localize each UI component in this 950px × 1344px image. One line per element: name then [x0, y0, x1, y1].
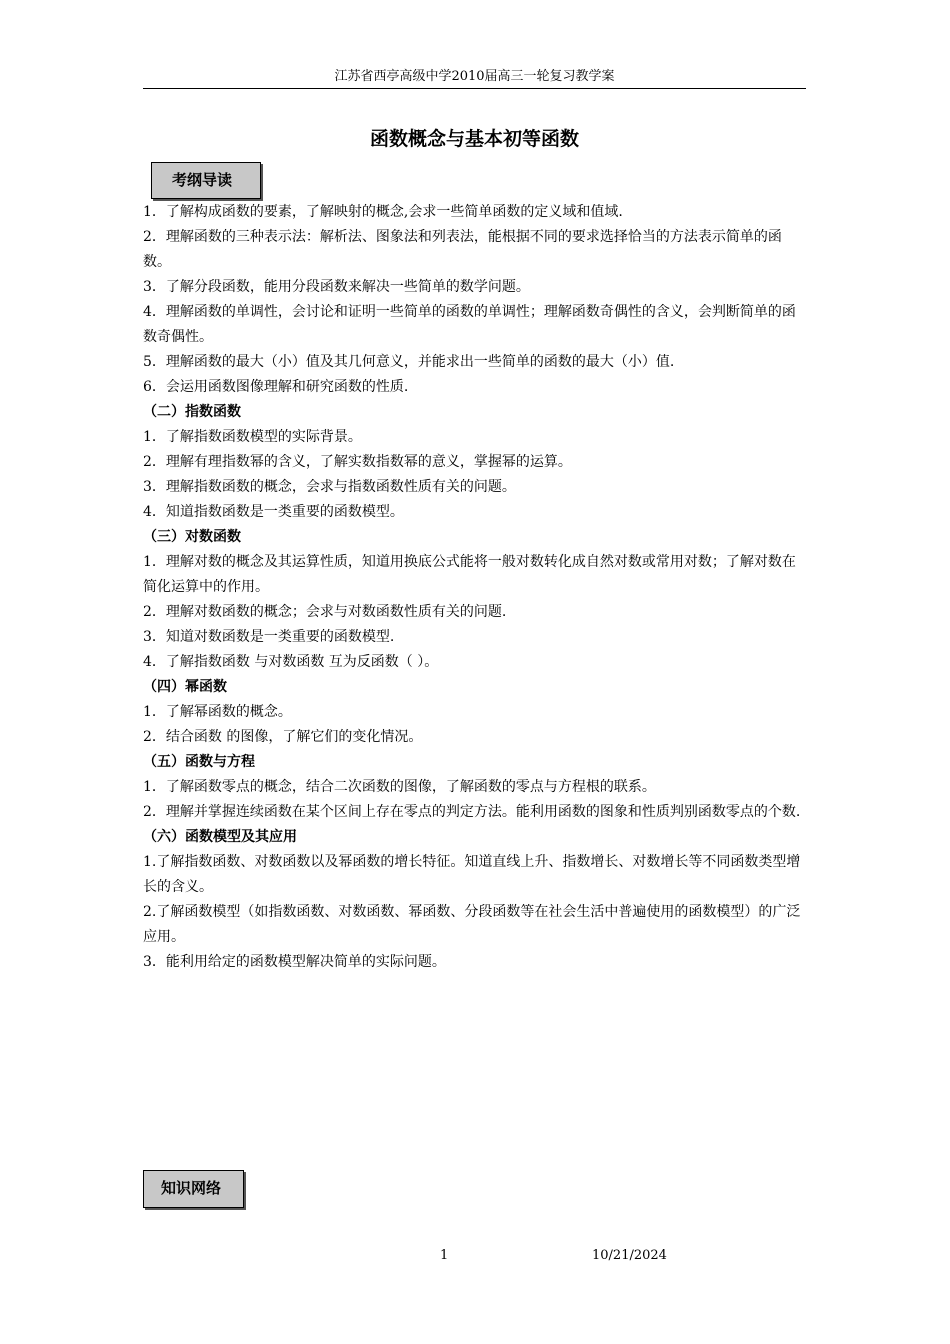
list-item: 4．了解指数函数 与对数函数 互为反函数（ ）。 [143, 654, 439, 670]
list-item: 3．知道对数函数是一类重要的函数模型. [143, 629, 395, 645]
page-number: 1 [440, 1248, 449, 1263]
intro-item: 2．理解函数的三种表示法：解析法、图象法和列表法，能根据不同的要求选择恰当的方法表示简单的函数。 [143, 229, 782, 270]
list-item: 1.了解指数函数、对数函数以及幂函数的增长特征。知道直线上升、指数增长、对数增长等不同函数类型增长的含义。 [143, 854, 801, 895]
list-item: 1．理解对数的概念及其运算性质，知道用换底公式能将一般对数转化成自然对数或常用对数；了解对数在简化运算中的作用。 [143, 554, 796, 595]
intro-item: 5．理解函数的最大（小）值及其几何意义，并能求出一些简单的函数的最大（小）值. [143, 354, 675, 370]
content-body [143, 200, 808, 975]
list-item: 1．了解函数零点的概念，结合二次函数的图像，了解函数的零点与方程根的联系。 [143, 779, 656, 795]
footer-date: 10/21/2024 [592, 1248, 667, 1263]
page-header: 江苏省西亭高级中学2010届高三一轮复习教学案 [143, 68, 806, 89]
intro-item: 3．了解分段函数，能用分段函数来解决一些简单的数学问题。 [143, 279, 530, 295]
list-item: 1．了解指数函数模型的实际背景。 [143, 429, 362, 445]
list-item: 2．理解对数函数的概念；会求与对数函数性质有关的问题. [143, 604, 507, 620]
section-heading-models: （六）函数模型及其应用 [143, 829, 297, 845]
section-heading-logarithm: （三）对数函数 [143, 529, 241, 545]
list-item: 1．了解幂函数的概念。 [143, 704, 292, 720]
list-item: 2.了解函数模型（如指数函数、对数函数、幂函数、分段函数等在社会生活中普遍使用的函数模型）的广泛应用。 [143, 904, 801, 945]
list-item: 4．知道指数函数是一类重要的函数模型。 [143, 504, 404, 520]
intro-item: 6．会运用函数图像理解和研究函数的性质. [143, 379, 409, 395]
section-heading-exponential: （二）指数函数 [143, 404, 241, 420]
intro-item: 4．理解函数的单调性，会讨论和证明一些简单的函数的单调性；理解函数奇偶性的含义，会判断简单的函数奇偶性。 [143, 304, 796, 345]
list-item: 2．结合函数 的图像，了解它们的变化情况。 [143, 729, 423, 745]
section-heading-power: （四）幂函数 [143, 679, 227, 695]
outline-tag: 考纲导读 [151, 162, 261, 199]
knowledge-network-tag: 知识网络 [143, 1170, 244, 1208]
list-item: 3．能利用给定的函数模型解决简单的实际问题。 [143, 954, 446, 970]
intro-item: 1．了解构成函数的要素，了解映射的概念,会求一些简单函数的定义域和值域. [143, 204, 623, 220]
list-item: 3．理解指数函数的概念，会求与指数函数性质有关的问题。 [143, 479, 516, 495]
section-heading-equations: （五）函数与方程 [143, 754, 255, 770]
list-item: 2．理解并掌握连续函数在某个区间上存在零点的判定方法。能利用函数的图象和性质判别函数零点的个数. [143, 804, 801, 820]
document-title: 函数概念与基本初等函数 [369, 128, 579, 150]
list-item: 2．理解有理指数幂的含义，了解实数指数幂的意义，掌握幂的运算。 [143, 454, 572, 470]
